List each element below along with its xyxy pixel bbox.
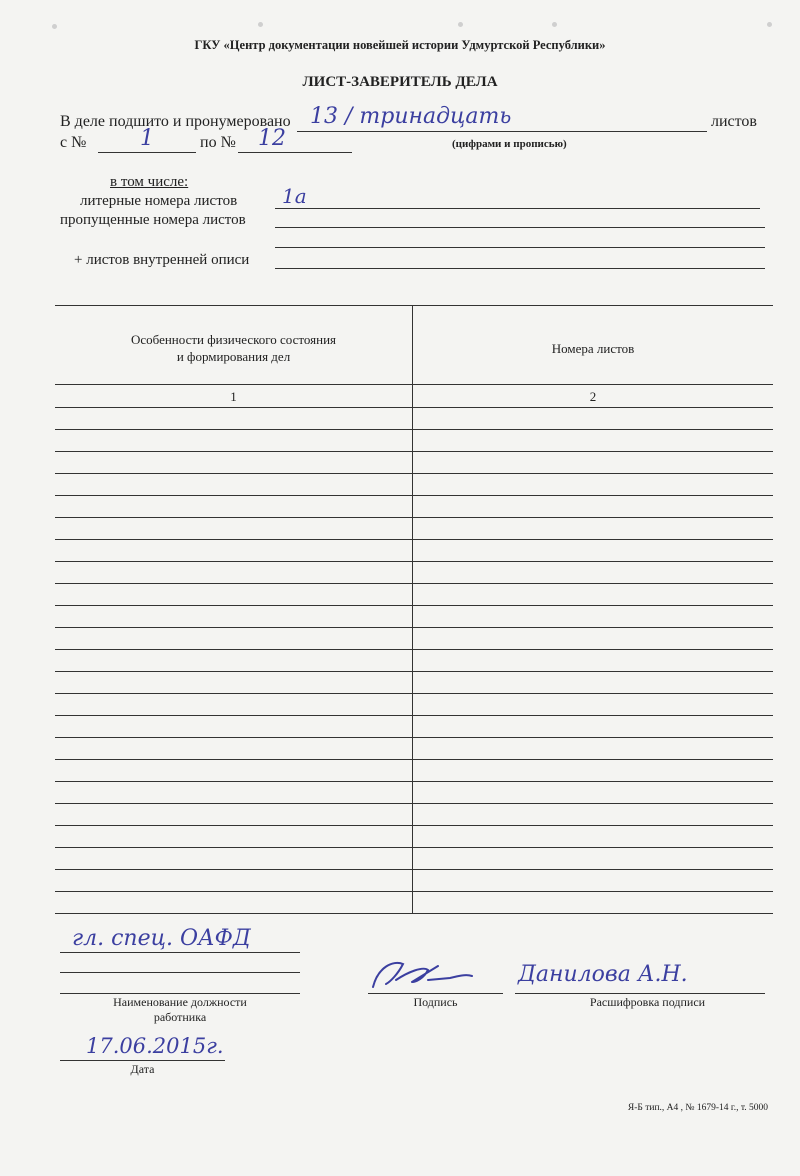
table-row-line — [55, 671, 773, 672]
col1-number: 1 — [230, 389, 237, 404]
table-row-line — [55, 759, 773, 760]
table-row-line — [55, 517, 773, 518]
literal-numbers-underline — [275, 208, 760, 209]
table-row-line — [55, 451, 773, 452]
including-label: в том числе: — [110, 174, 189, 190]
to-number-label: по № — [200, 134, 236, 151]
inventory-sheets-underline — [275, 268, 765, 269]
punch-hole-mark — [52, 24, 57, 29]
from-number-label: с № — [60, 134, 87, 151]
from-number-underline — [98, 152, 196, 153]
table-row-line — [55, 495, 773, 496]
signature-mark — [368, 952, 478, 997]
punch-hole-mark — [552, 22, 557, 27]
punch-hole-mark — [458, 22, 463, 27]
to-number-underline — [238, 152, 352, 153]
missing-numbers-underline-2 — [275, 247, 765, 248]
table-row-line — [55, 847, 773, 848]
table-row-line — [55, 803, 773, 804]
inventory-sheets-label: + листов внутренней описи — [74, 252, 250, 268]
date-label: Дата — [130, 1062, 155, 1076]
sheets-count-underline — [297, 131, 707, 132]
missing-numbers-underline — [275, 227, 765, 228]
table-row-line — [55, 649, 773, 650]
table-row-line — [55, 715, 773, 716]
punch-hole-mark — [258, 22, 263, 27]
position-label-line1: Наименование должности — [113, 995, 247, 1009]
format-hint: (цифрами и прописью) — [452, 138, 567, 150]
missing-numbers-label: пропущенные номера листов — [60, 212, 246, 228]
sheets-count-label: В деле подшито и пронумеровано — [60, 113, 291, 130]
col1-header-line1: Особенности физического состояния — [130, 332, 337, 347]
position-value: гл. спец. ОАФД — [72, 926, 251, 951]
sheets-count-value: 13 / тринадцать — [310, 104, 512, 129]
table-row-line — [55, 561, 773, 562]
table-row-line — [55, 605, 773, 606]
sheets-suffix-label: листов — [711, 113, 757, 130]
table-row-line — [55, 869, 773, 870]
table-row-line — [55, 737, 773, 738]
signer-name-underline — [515, 993, 765, 994]
table-row-line — [55, 693, 773, 694]
table-row-line — [55, 539, 773, 540]
table-row-line — [55, 627, 773, 628]
signature-underline — [368, 993, 503, 994]
table-row-line — [55, 913, 773, 914]
table-row-line — [55, 473, 773, 474]
table-row-line — [55, 583, 773, 584]
organization-name: ГКУ «Центр документации новейшей истории Удмуртской Республики» — [194, 38, 606, 52]
position-underline-3 — [60, 993, 300, 994]
signer-name-value: Данилова А.Н. — [518, 962, 688, 987]
signature-label: Подпись — [413, 995, 458, 1009]
date-underline — [60, 1060, 225, 1061]
table-row-line — [55, 891, 773, 892]
from-number-value: 1 — [140, 126, 154, 151]
position-underline-2 — [60, 972, 300, 973]
position-underline — [60, 952, 300, 953]
table-row-line — [55, 781, 773, 782]
literal-numbers-label: литерные номера листов — [80, 193, 238, 209]
table-top-border — [55, 305, 773, 306]
position-label-line2: работника — [153, 1010, 207, 1024]
table-row-line — [55, 407, 773, 408]
print-info: Я-Б тип., А4 , № 1679-14 г., т. 5000 — [627, 1103, 768, 1113]
date-value: 17.06.2015г. — [86, 1034, 224, 1058]
punch-hole-mark — [767, 22, 772, 27]
document-title: ЛИСТ-ЗАВЕРИТЕЛЬ ДЕЛА — [302, 74, 498, 90]
table-row-line — [55, 429, 773, 430]
col2-number: 2 — [589, 389, 597, 404]
signer-name-label: Расшифровка подписи — [589, 995, 706, 1009]
to-number-value: 12 — [258, 126, 286, 151]
table-header-border — [55, 384, 773, 385]
col1-header-line2: и формирования дел — [176, 349, 291, 364]
table-row-line — [55, 825, 773, 826]
col2-header: Номера листов — [551, 341, 635, 356]
literal-numbers-value: 1а — [282, 184, 307, 208]
